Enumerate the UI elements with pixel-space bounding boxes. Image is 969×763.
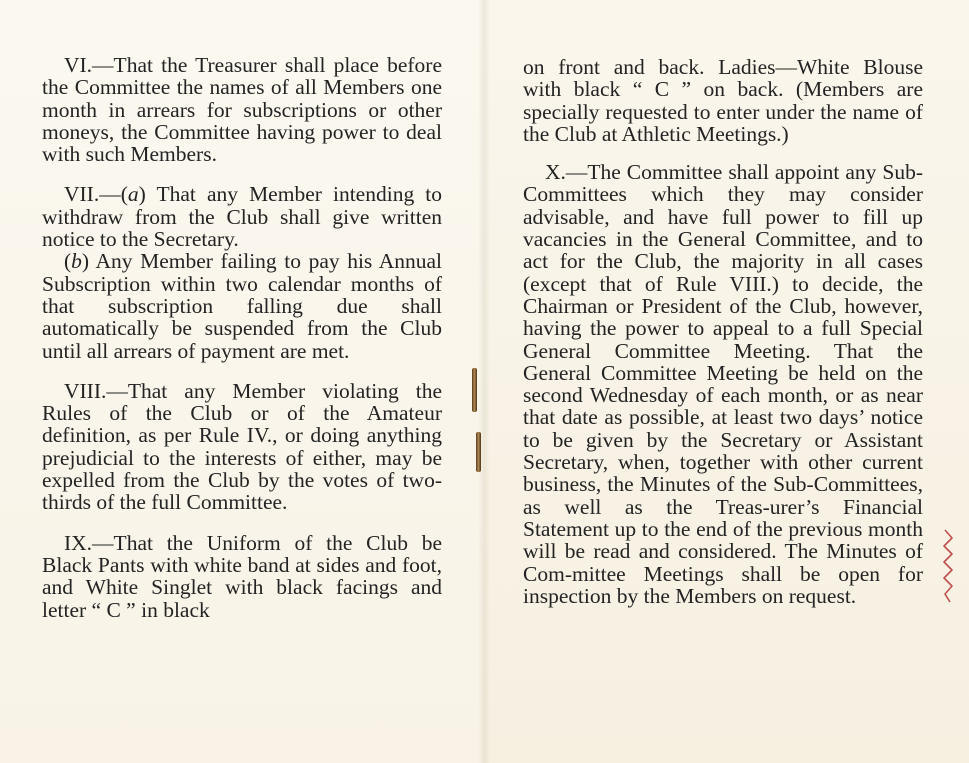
rule-vi: VI.—That the Treasurer shall place before the Committee the names of all Members one month in arrears for subscriptions or other moneys, the Committee having power to deal with such Members. — [42, 53, 442, 167]
rule-ix-continued: on front and back. Ladies—White Blouse with black “ C ” on back. (Members are specially requested to enter under the name of the Club at Athletic Meetings.) — [523, 55, 923, 146]
rule-vii-a — [42, 183, 442, 250]
rule-vii-b-text: ) Any Member failing to pay his Annual Subscription within two calendar months of that subscription falling due shall automatically be suspended from the Club until all arrears of payment are met. — [42, 249, 442, 363]
booklet-fold — [478, 0, 490, 763]
rule-vii-a-letter: a — [127, 182, 139, 207]
staple-bottom — [476, 432, 481, 472]
staple-top — [472, 368, 477, 412]
rule-viii: VIII.—That any Member violating the Rules of the Club or of the Amateur definition, as per Rule IV., or doing anything prejudicial to the interests of either, may be expelled from the Club by the votes of two-thirds of the full Committee. — [42, 378, 442, 515]
rule-vii-b-letter: b — [71, 249, 82, 274]
rule-vii-a-text: ) That any Member intending to withdraw from the Club shall give written notice to the Secretary. — [42, 182, 442, 252]
left-column — [42, 54, 442, 639]
rule-vii-a-prefix: VII.—( — [64, 182, 128, 207]
pencil-mark-icon — [941, 528, 955, 604]
rule-ix-start: IX.—That the Uniform of the Club be Black Pants with white band at sides and foot, and White Singlet with black facings and letter “ C ” in black — [42, 530, 442, 622]
rule-x: X.—The Committee shall appoint any Sub-Committees which they may consider advisable, and have full power to fill up vacancies in the General Committee, and to act for the Club, the majority in all cases (except that of Rule VIII.) to decide, the Chairman or President of the Club, however, having the power to appeal to a full Special General Committee Meeting. That the General Committee Meeting be held on the second Wednesday of each month, or as near that date as possible, at least two days’ notice to be given by the Secretary or Assistant Secretary, when, together with other current business, the Minutes of the Sub-Committees, as well as the Treas-urer’s Financial Statement up to the end of the previous month will be read and considered. The Minutes of Com-mittee Meetings shall be open for inspection by the Members on request. — [523, 160, 923, 608]
right-column — [523, 56, 923, 625]
rule-vii-b — [42, 250, 442, 361]
rule-vii-b-prefix: ( — [64, 249, 72, 274]
